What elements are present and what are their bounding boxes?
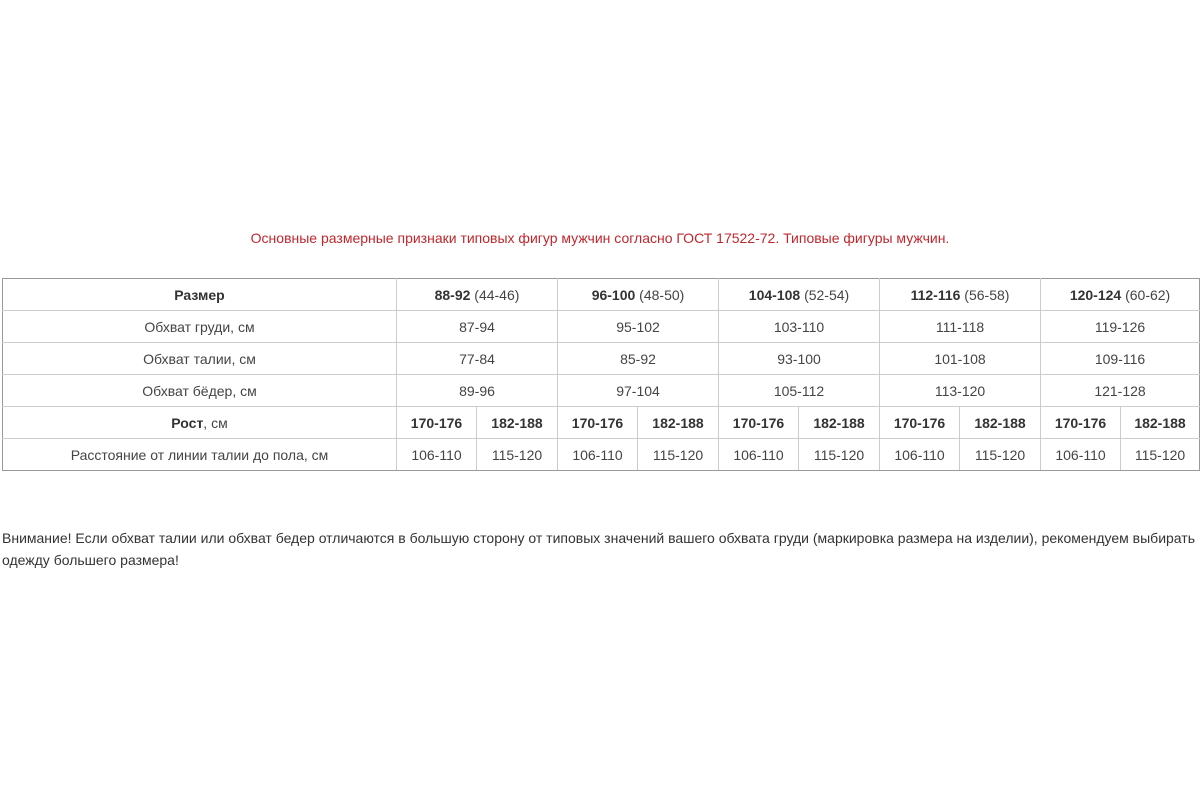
row-label: Расстояние от линии талии до пола, см (3, 439, 397, 471)
table-cell: 105-112 (719, 375, 880, 407)
table-cell: 113-120 (880, 375, 1041, 407)
size-header-label: Размер (3, 279, 397, 311)
table-cell: 106-110 (880, 439, 960, 471)
table-cell: 106-110 (1041, 439, 1121, 471)
table-cell: 170-176 (558, 407, 638, 439)
table-row (3, 439, 1200, 471)
size-header-cell (719, 279, 880, 311)
height-label-unit: , см (203, 414, 228, 431)
row-label: Обхват груди, см (3, 311, 397, 343)
size-header-cell (558, 279, 719, 311)
table-cell: 109-116 (1041, 343, 1200, 375)
table-cell: 97-104 (558, 375, 719, 407)
table-cell: 121-128 (1041, 375, 1200, 407)
table-cell: 101-108 (880, 343, 1041, 375)
table-cell: 182-188 (1121, 407, 1200, 439)
table-cell: 170-176 (880, 407, 960, 439)
table-cell: 115-120 (477, 439, 558, 471)
size-header-cell (880, 279, 1041, 311)
table-row (3, 375, 1200, 407)
table-cell: 77-84 (397, 343, 558, 375)
table-cell: 115-120 (960, 439, 1041, 471)
size-extra: (44-46) (470, 286, 520, 303)
page-title: Основные размерные признаки типовых фигур мужчин согласно ГОСТ 17522-72. Типовые фигуры мужчин. (250, 230, 950, 246)
table-cell: 93-100 (719, 343, 880, 375)
table-cell: 115-120 (638, 439, 719, 471)
size-main: 112-116 (910, 286, 961, 303)
row-label: Обхват бёдер, см (3, 375, 397, 407)
table-cell: 89-96 (397, 375, 558, 407)
table-cell: 115-120 (1121, 439, 1200, 471)
size-main: 96-100 (591, 286, 636, 303)
table-cell: 170-176 (397, 407, 477, 439)
table-cell: 182-188 (799, 407, 880, 439)
table-cell: 111-118 (880, 311, 1041, 343)
row-label (3, 407, 397, 439)
size-table (2, 278, 1200, 471)
table-cell: 87-94 (397, 311, 558, 343)
size-main: 104-108 (748, 286, 801, 303)
size-main: 120-124 (1069, 286, 1122, 303)
table-row (3, 343, 1200, 375)
table-cell: 106-110 (719, 439, 799, 471)
size-main: 88-92 (434, 286, 471, 303)
table-cell: 106-110 (397, 439, 477, 471)
header-row (3, 279, 1200, 311)
table-cell: 182-188 (960, 407, 1041, 439)
size-header-cell (397, 279, 558, 311)
table-cell: 115-120 (799, 439, 880, 471)
row-label: Обхват талии, см (3, 343, 397, 375)
table-cell: 170-176 (1041, 407, 1121, 439)
size-extra: (48-50) (635, 286, 685, 303)
size-extra: (56-58) (960, 286, 1010, 303)
height-row (3, 407, 1200, 439)
table-cell: 182-188 (638, 407, 719, 439)
table-cell: 85-92 (558, 343, 719, 375)
table-cell: 106-110 (558, 439, 638, 471)
table-cell: 95-102 (558, 311, 719, 343)
table-row (3, 311, 1200, 343)
size-header-cell (1041, 279, 1200, 311)
table-cell: 103-110 (719, 311, 880, 343)
table-cell: 170-176 (719, 407, 799, 439)
warning-note: Внимание! Если обхват талии или обхват бедер отличаются в большую сторону от типовых значений вашего обхвата груди (маркировка размера на изделии), рекомендуем выбирать одежду большего размера! (2, 530, 1195, 568)
height-label-bold: Рост (171, 414, 204, 431)
table-cell: 182-188 (477, 407, 558, 439)
size-extra: (60-62) (1121, 286, 1171, 303)
table-cell: 119-126 (1041, 311, 1200, 343)
size-extra: (52-54) (800, 286, 850, 303)
